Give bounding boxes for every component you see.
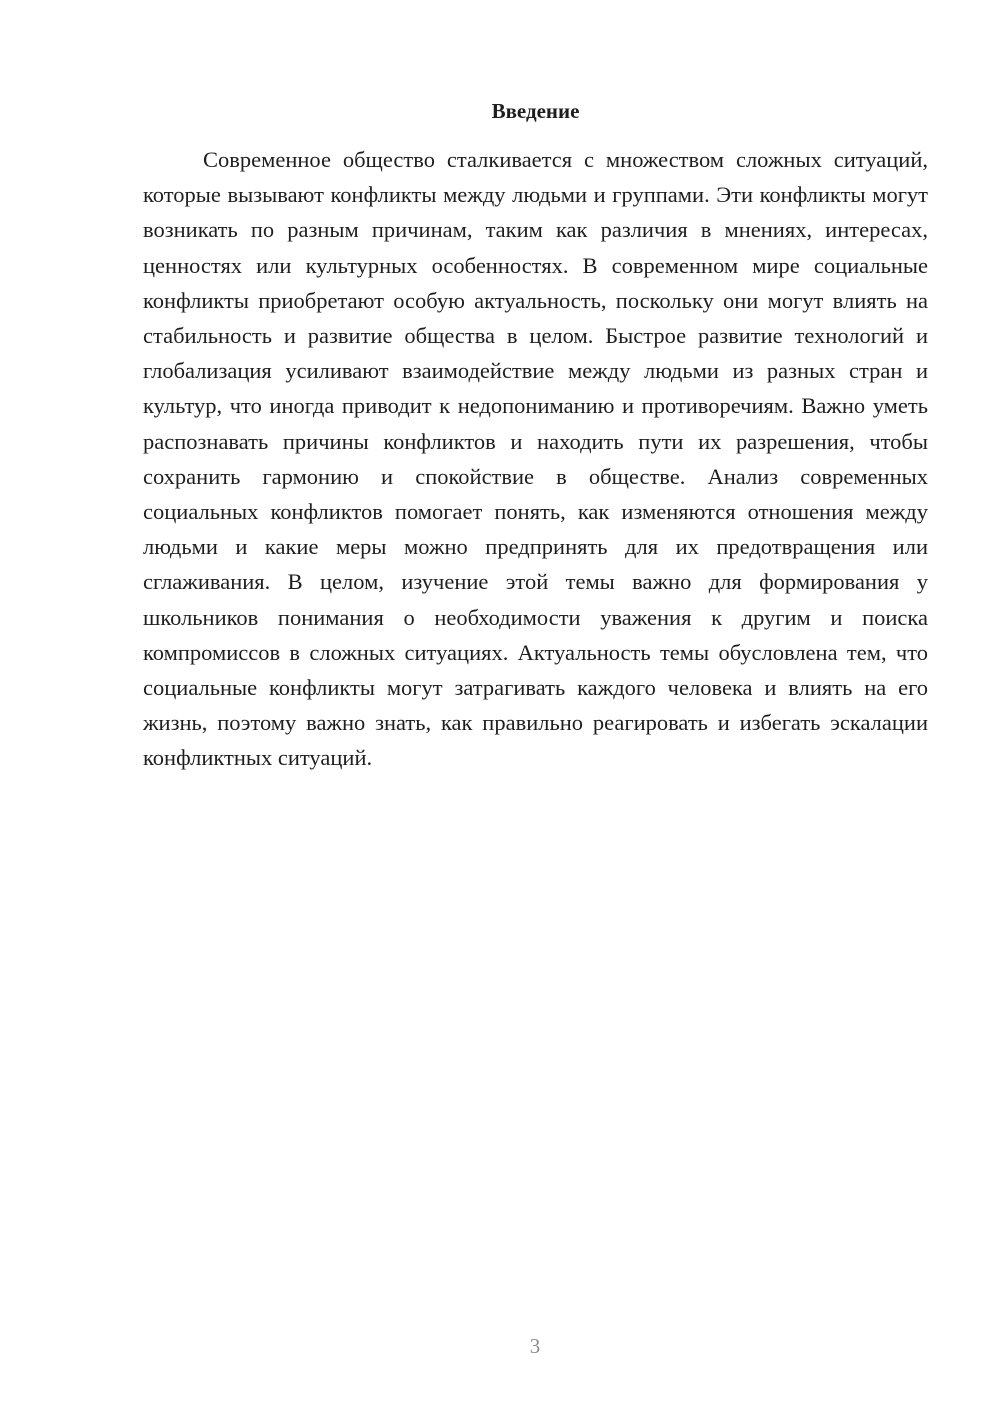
section-title: Введение <box>491 99 580 123</box>
body-paragraph: Современное общество сталкивается с множеством сложных ситуаций, которые вызывают конфликты между людьми и группами. Эти конфликты могут возникать по разным причинам, таким как различия в мнениях, интересах, ценностях или культурных особенностях. В современном мире социальные конфликты приобретают особую актуальность, поскольку они могут влиять на стабильность и развитие общества в целом. Быстрое развитие технологий и глобализация усиливают взаимодействие между людьми из разных стран и культур, что иногда приводит к недопониманию и противоречиям. Важно уметь распознавать причины конфликтов и находить пути их разрешения, чтобы сохранить гармонию и спокойствие в обществе. Анализ современных социальных конфликтов помогает понять, как изменяются отношения между людьми и какие меры можно предпринять для их предотвращения или сглаживания. В целом, изучение этой темы важно для формирования у школьников понимания о необходимости уважения к другим и поиска компромиссов в сложных ситуациях. Актуальность темы обусловлена тем, что социальные конфликты могут затрагивать каждого человека и влиять на его жизнь, поэтому важно знать, как правильно реагировать и избегать эскалации конфликтных ситуаций. <box>143 147 928 771</box>
page-number: 3 <box>529 1334 541 1358</box>
